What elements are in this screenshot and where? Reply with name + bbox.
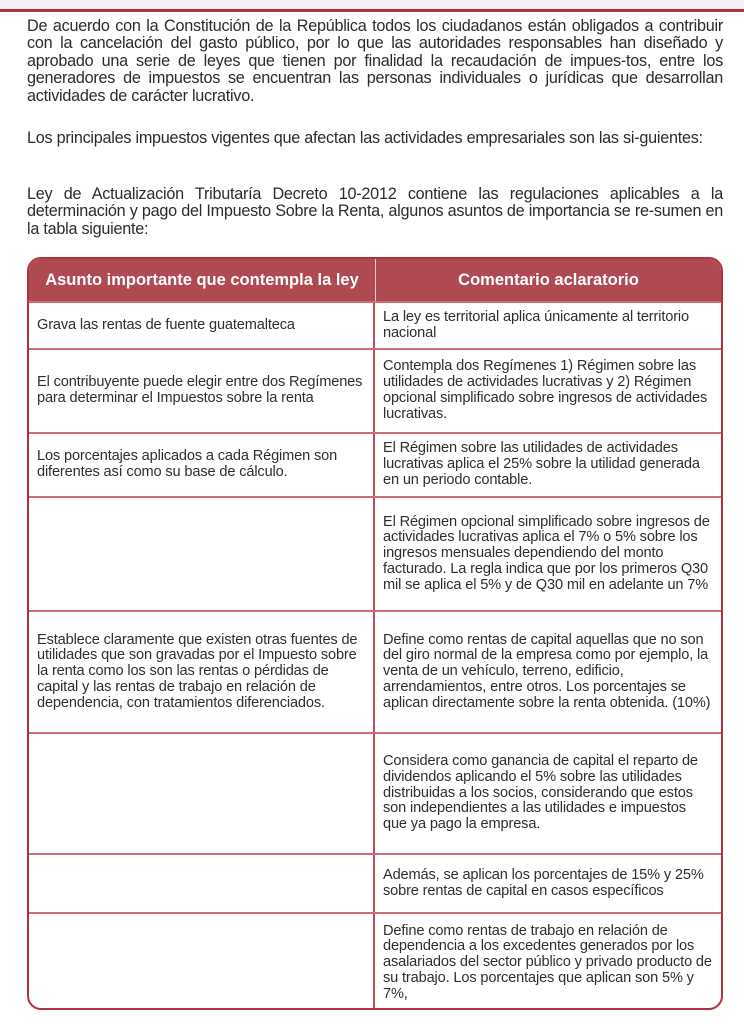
table-row [29,610,721,732]
cell-comentario: Considera como ganancia de capital el reparto de dividendos aplicando el 5% sobre las utilidades distribuidas a los socios, considerando que estos son independientes a las utilidades e impuestos que ya pago la empresa. [383,753,698,833]
table-row [29,732,721,853]
tax-law-table [27,257,723,1010]
cell-asunto: Establece claramente que existen otras fuentes de utilidades que son gravadas por el Impuesto sobre la renta como los son las rentas o pérdidas de capital y las rentas de trabajo en relación de dependencia, con tratamientos diferenciados. [37,631,358,711]
cell-comentario: El Régimen sobre las utilidades de actividades lucrativas aplica el 25% sobre la utilidad generada en un periodo contable. [383,440,700,488]
table-row [29,301,721,348]
cell-asunto: Los porcentajes aplicados a cada Régimen son diferentes así como su base de cálculo. [37,448,338,480]
cell-comentario: La ley es territorial aplica únicamente al territorio nacional [383,308,689,341]
header-asunto: Asunto importante que contempla la ley [29,259,376,301]
page-top-accent-line [0,9,744,12]
table-row [29,432,721,496]
table-row [29,348,721,432]
table-row [29,853,721,912]
cell-comentario: Define como rentas de capital aquellas que no son del giro normal de la empresa como por ejemplo, la venta de un vehículo, terreno, edificio, arrendamientos, entre otros. Los porcentajes se aplican directamente sobre la renta obtenida. (10%) [383,631,711,711]
cell-comentario: El Régimen opcional simplificado sobre ingresos de actividades lucrativas aplica el 7% o 5% sobre los ingresos mensuales dependiendo del monto facturado. La regla indica que por los primeros Q30 mil se aplica el 5% y de Q30 mil en adelante un 7% [383,513,710,593]
intro-paragraph: De acuerdo con la Constitución de la República todos los ciudadanos están obligados a contribuir con la cancelación del gasto público, por lo que las autoridades responsables han diseñado y aprobado una serie de leyes que tienen por finalidad la recaudación de impues-tos, entre los generadores de impuestos se encuentran las personas individuales o jurídicas que desarrollan actividades de carácter lucrativo. [27,17,723,105]
header-comentario: Comentario aclaratorio [458,270,639,289]
taxes-intro-paragraph: Los principales impuestos vigentes que afectan las actividades empresariales son las si-guientes: [27,129,703,147]
table-row [29,496,721,610]
law-intro-paragraph: Ley de Actualización Tributaría Decreto 10-2012 contiene las regulaciones aplicables a la determinación y pago del Impuesto Sobre la Renta, algunos asuntos de importancia se re-sumen en la tabla siguiente: [27,185,723,238]
page-top-bar [0,0,744,9]
cell-asunto: El contribuyente puede elegir entre dos Regímenes para determinar el Impuestos sobre la renta [37,374,363,406]
table-row [29,912,721,1010]
cell-comentario: Además, se aplican los porcentajes de 15% y 25% sobre rentas de capital en casos específicos [383,866,704,899]
cell-comentario: Contempla dos Regímenes 1) Régimen sobre las utilidades de actividades lucrativas y 2) Régimen opcional simplificado sobre ingresos de actividades lucrativas. [383,358,708,422]
cell-asunto: Grava las rentas de fuente guatemalteca [37,316,295,333]
table-header [29,259,721,301]
cell-comentario: Define como rentas de trabajo en relación de dependencia a los excedentes generados por los asalariados del sector público y privado producto de su trabajo. Los porcentajes que aplican son 5% y 7%, [383,922,712,1002]
